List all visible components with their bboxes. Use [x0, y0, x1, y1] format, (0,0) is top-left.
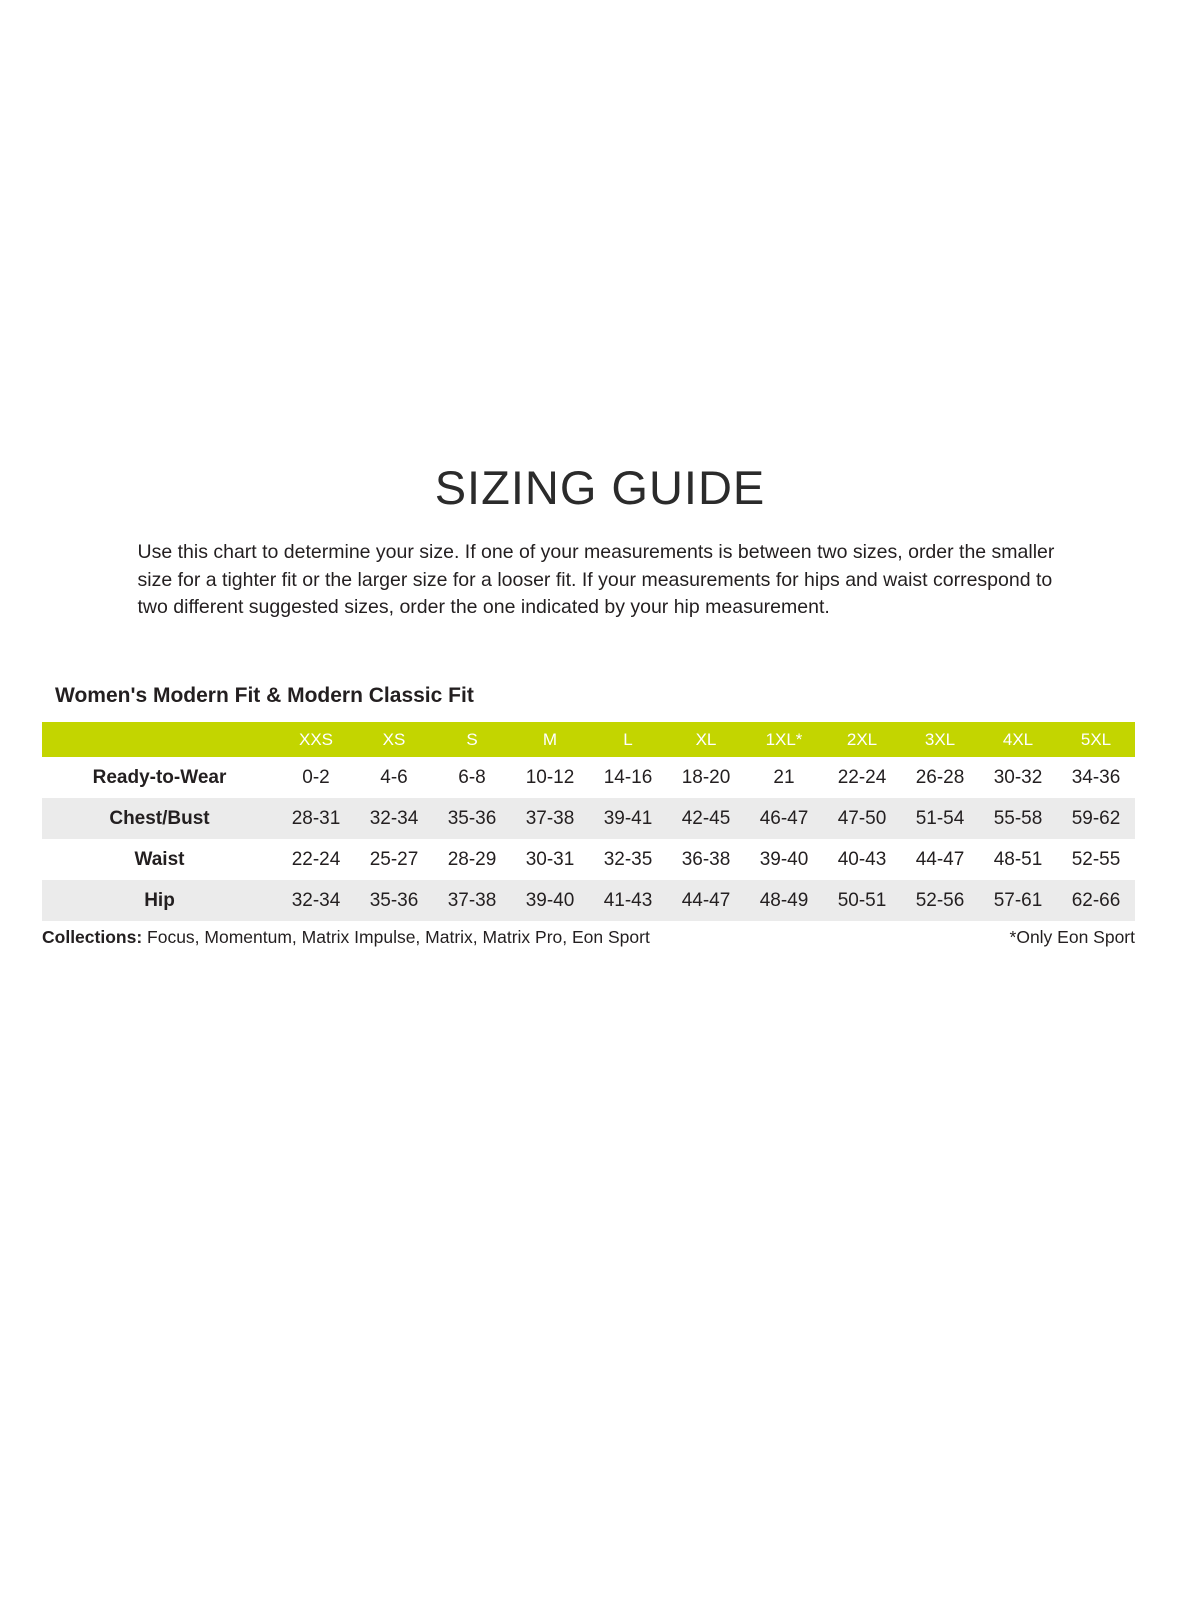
- size-col-header-m: M: [511, 722, 589, 757]
- table-cell: 44-47: [915, 848, 965, 870]
- table-cell: 48-49: [759, 889, 809, 911]
- table-cell: 30-31: [525, 848, 575, 870]
- table-cell: 59-62: [1071, 807, 1121, 829]
- row-label: Ready-to-Wear: [92, 766, 227, 788]
- table-cell: 52-56: [915, 889, 965, 911]
- size-col-header-xs: XS: [355, 722, 433, 757]
- table-cell: 6-8: [458, 766, 486, 788]
- table-cell: 32-35: [603, 848, 653, 870]
- table-cell: 55-58: [993, 807, 1043, 829]
- table-cell: 10-12: [525, 766, 575, 788]
- collections-list: Focus, Momentum, Matrix Impulse, Matrix, Matrix Pro, Eon Sport: [147, 927, 650, 948]
- table-cell: 35-36: [447, 807, 497, 829]
- size-col-header-2xl: 2XL: [823, 722, 901, 757]
- table-row-waist: [42, 839, 1135, 880]
- table-cell: 40-43: [837, 848, 887, 870]
- table-cell: 52-55: [1071, 848, 1121, 870]
- table-cell: 28-29: [447, 848, 497, 870]
- table-cell: 30-32: [993, 766, 1043, 788]
- page-title: SIZING GUIDE: [434, 461, 766, 514]
- table-cell: 51-54: [915, 807, 965, 829]
- collections-line: [42, 927, 650, 948]
- table-cell: 57-61: [993, 889, 1043, 911]
- row-label: Waist: [134, 848, 185, 870]
- table-cell: 42-45: [681, 807, 731, 829]
- table-cell: 28-31: [291, 807, 341, 829]
- table-cell: 37-38: [525, 807, 575, 829]
- table-cell: 46-47: [759, 807, 809, 829]
- size-col-header-l: L: [589, 722, 667, 757]
- table-cell: 62-66: [1071, 889, 1121, 911]
- table-cell: 34-36: [1071, 766, 1121, 788]
- table-cell: 39-41: [603, 807, 653, 829]
- size-col-header-5xl: 5XL: [1057, 722, 1135, 757]
- table-cell: 4-6: [380, 766, 408, 788]
- section-heading: Women's Modern Fit & Modern Classic Fit: [55, 684, 474, 708]
- table-cell: 32-34: [369, 807, 419, 829]
- table-corner-cell: [42, 722, 277, 757]
- size-col-header-1xl: 1XL*: [745, 722, 823, 757]
- intro-paragraph: Use this chart to determine your size. If one of your measurements is between two sizes, order the smaller size for a tighter fit or the larger size for a looser fit. If your measurements for hips and waist correspond to two different suggested sizes, order the one indicated by your hip measurement.: [137, 541, 1055, 619]
- sizing-table: [42, 722, 1135, 921]
- size-col-header-xxs: XXS: [277, 722, 355, 757]
- table-cell: 41-43: [603, 889, 653, 911]
- table-row-ready-to-wear: [42, 757, 1135, 798]
- table-cell: 37-38: [447, 889, 497, 911]
- size-col-header-4xl: 4XL: [979, 722, 1057, 757]
- table-cell: 22-24: [837, 766, 887, 788]
- table-cell: 18-20: [681, 766, 731, 788]
- table-row-hip: [42, 880, 1135, 921]
- table-cell: 36-38: [681, 848, 731, 870]
- table-cell: 39-40: [525, 889, 575, 911]
- table-cell: 48-51: [993, 848, 1043, 870]
- table-cell: 22-24: [291, 848, 341, 870]
- row-label: Hip: [144, 889, 175, 911]
- table-cell: 0-2: [302, 766, 330, 788]
- table-footer: [42, 927, 1135, 948]
- table-cell: 50-51: [837, 889, 887, 911]
- table-header-row: [42, 722, 1135, 757]
- table-cell: 39-40: [759, 848, 809, 870]
- table-cell: 26-28: [915, 766, 965, 788]
- table-cell: 21: [773, 766, 795, 788]
- size-col-header-s: S: [433, 722, 511, 757]
- table-cell: 25-27: [369, 848, 419, 870]
- table-cell: 44-47: [681, 889, 731, 911]
- collections-label: Collections:: [42, 927, 143, 948]
- footnote: *Only Eon Sport: [1009, 927, 1135, 948]
- table-cell: 47-50: [837, 807, 887, 829]
- table-cell: 14-16: [603, 766, 653, 788]
- table-cell: 35-36: [369, 889, 419, 911]
- size-col-header-3xl: 3XL: [901, 722, 979, 757]
- table-row-chest-bust: [42, 798, 1135, 839]
- table-cell: 32-34: [291, 889, 341, 911]
- row-label: Chest/Bust: [109, 807, 210, 829]
- size-col-header-xl: XL: [667, 722, 745, 757]
